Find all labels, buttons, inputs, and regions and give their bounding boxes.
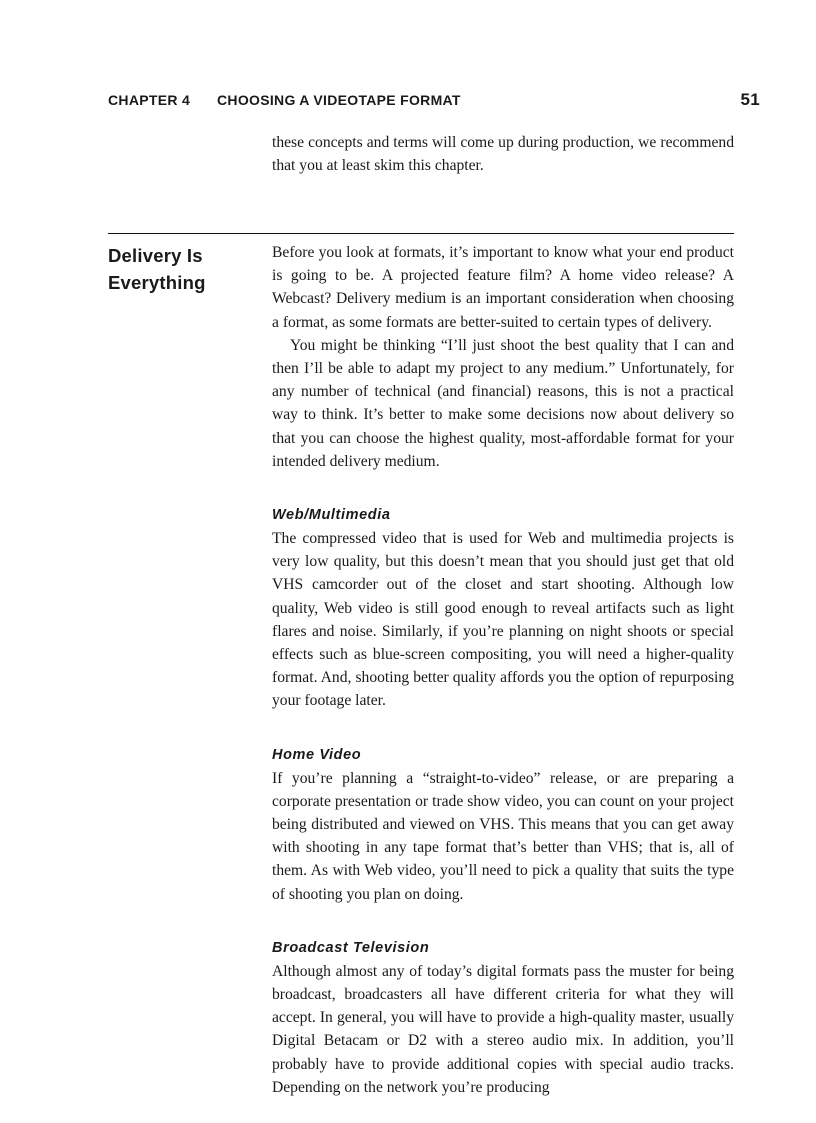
section-heading-line-1: Delivery Is	[108, 245, 203, 266]
section-heading-line-2: Everything	[108, 272, 206, 293]
running-header	[108, 92, 760, 114]
section-divider	[108, 233, 734, 234]
subsection-broadcast-television	[272, 938, 734, 1099]
chapter-title: CHOOSING A VIDEOTAPE FORMAT	[217, 92, 461, 108]
body-paragraph: You might be thinking “I’ll just shoot the best quality that I can and then I’ll be able to adapt my project to any medium.” Unfortunately, for any number of technical (and financial) reasons, this is not a practical way to think. It’s better to make some decisions now about delivery so that you can choose the highest quality, most-affordable format for your intended delivery medium.	[272, 336, 734, 470]
subsection-web-multimedia	[272, 505, 734, 713]
subsection-text: If you’re planning a “straight-to-video” release, or are preparing a corporate presentation or trade show video, you can count on your project being distributed and viewed on VHS. This means that you can get away with shooting in any tape format that’s better than VHS; that is, all of them. As with Web video, you’ll need to pick a quality that suits the type of shooting you plan on doing.	[272, 769, 734, 903]
subsection-heading: Home Video	[272, 746, 362, 763]
subsection-text: Although almost any of today’s digital formats pass the muster for being broadcast, broadcasters all have different criteria for what they will accept. In general, you will have to provide a high-quality master, usually Digital Betacam or D2 with a stereo audio mix. In addition, you’ll probably have to provide additional copies with special audio tracks. Depending on the network you’re producing	[272, 962, 734, 1096]
section-heading	[108, 242, 248, 296]
section-body	[272, 241, 734, 1099]
chapter-label: CHAPTER 4	[108, 92, 191, 108]
body-paragraph: Before you look at formats, it’s important to know what your end product is going to be. A projected feature film? A home video release? A Webcast? Delivery medium is an important consideration when choosing a format, as some formats are better-suited to certain types of delivery.	[272, 244, 734, 331]
subsection-heading: Web/Multimedia	[272, 507, 391, 524]
page-number: 51	[740, 90, 760, 109]
subsection-text: The compressed video that is used for Web and multimedia projects is very low quality, but this doesn’t mean that you should just get that old VHS camcorder out of the closet and start shooting. Although low quality, Web video is still good enough to reveal artifacts such as light flares and noise. Similarly, if you’re planning on night shoots or special effects such as blue-screen compositing, you will need a higher-quality format. And, shooting better quality affords you the option of repurposing your footage later.	[272, 530, 734, 710]
subsection-home-video	[272, 745, 734, 906]
subsection-heading: Broadcast Television	[272, 939, 430, 956]
intro-paragraph: these concepts and terms will come up during production, we recommend that you at least skim this chapter.	[272, 134, 734, 175]
